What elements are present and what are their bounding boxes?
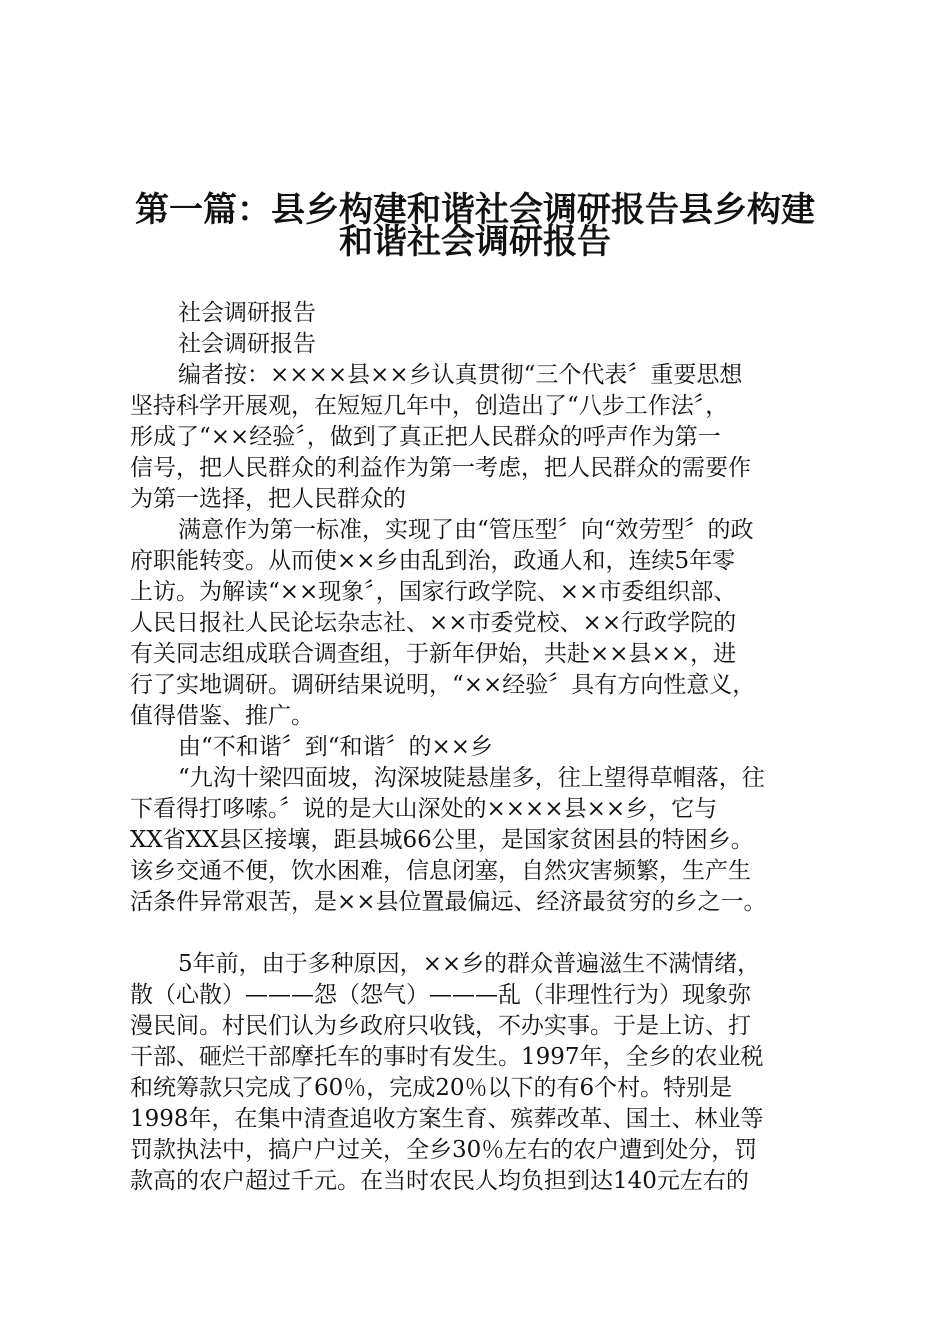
body-text-line: 值得借鉴、推广。 [130, 703, 314, 729]
body-text-line: 人民日报社人民论坛杂志社、××市委党校、××行政学院的 [130, 610, 737, 636]
body-text-line: 下看得打哆嗦。〞说的是大山深处的××××县××乡，它与 [130, 796, 718, 822]
body-text-line: 社会调研报告 [178, 300, 316, 326]
body-text-line: 1998年，在集中清查追收方案生育、殡葬改革、国土、林业等 [130, 1106, 764, 1132]
body-text-line: 由“不和谐〞到“和谐〞的××乡 [178, 734, 494, 760]
body-text-line: 信号，把人民群众的利益作为第一考虑，把人民群众的需要作 [130, 455, 751, 481]
body-text-line: 散（心散）———怨（怨气）———乱（非理性行为）现象弥 [130, 982, 751, 1008]
body-text-line: 形成了“××经验〞，做到了真正把人民群众的呼声作为第一 [130, 424, 721, 450]
body-text-line: 干部、砸烂干部摩托车的事时有发生。1997年，全乡的农业税 [130, 1044, 764, 1070]
body-text-line: 款高的农户超过千元。在当时农民人均负担到达140元左右的 [130, 1168, 749, 1194]
body-text-line: 活条件异常艰苦，是××县位置最偏远、经济最贫穷的乡之一。 [130, 889, 767, 915]
body-text-line: 满意作为第一标准，实现了由“管压型〞向“效劳型〞的政 [178, 517, 754, 543]
body-text-line: 5年前，由于多种原因，××乡的群众普遍滋生不满情绪， [178, 951, 761, 977]
body-text-line: “九沟十梁四面坡，沟深坡陡悬崖多，往上望得草帽落，往 [178, 765, 765, 791]
body-text-line: 漫民间。村民们认为乡政府只收钱，不办实事。于是上访、打 [130, 1013, 751, 1039]
blank-line [130, 918, 830, 949]
body-text-line: XX省XX县区接壤，距县城66公里，是国家贫困县的特困乡。 [130, 827, 754, 853]
body-text-line: 编者按：××××县××乡认真贯彻“三个代表〞重要思想 [178, 362, 743, 388]
body-text-line: 有关同志组成联合调查组，于新年伊始，共赴××县××，进 [130, 641, 737, 667]
body-text-line: 行了实地调研。调研结果说明，“××经验〞具有方向性意义， [130, 672, 756, 698]
body-text-line: 社会调研报告 [178, 331, 316, 357]
body-text-line: 府职能转变。从而使××乡由乱到治，政通人和，连续5年零 [130, 548, 736, 574]
document-title-line-2: 和谐社会调研报告 [339, 222, 611, 262]
body-text-line: 为第一选择，把人民群众的 [130, 486, 406, 512]
document-title-line-1: 第一篇：县乡构建和谐社会调研报告县乡构建 [135, 190, 815, 230]
body-text-line: 上访。为解读“××现象〞，国家行政学院、××市委组织部、 [130, 579, 737, 605]
body-text-line: 该乡交通不便，饮水困难，信息闭塞，自然灾害频繁，生产生 [130, 858, 751, 884]
document-body [130, 298, 830, 1197]
body-text-line: 和统筹款只完成了60％，完成20％以下的有6个村。特别是 [130, 1075, 733, 1101]
body-text-line: 罚款执法中，搞户户过关，全乡30％左右的农户遭到处分，罚 [130, 1137, 758, 1163]
body-text-line: 坚持科学开展观，在短短几年中，创造出了“八步工作法〞， [130, 393, 729, 419]
